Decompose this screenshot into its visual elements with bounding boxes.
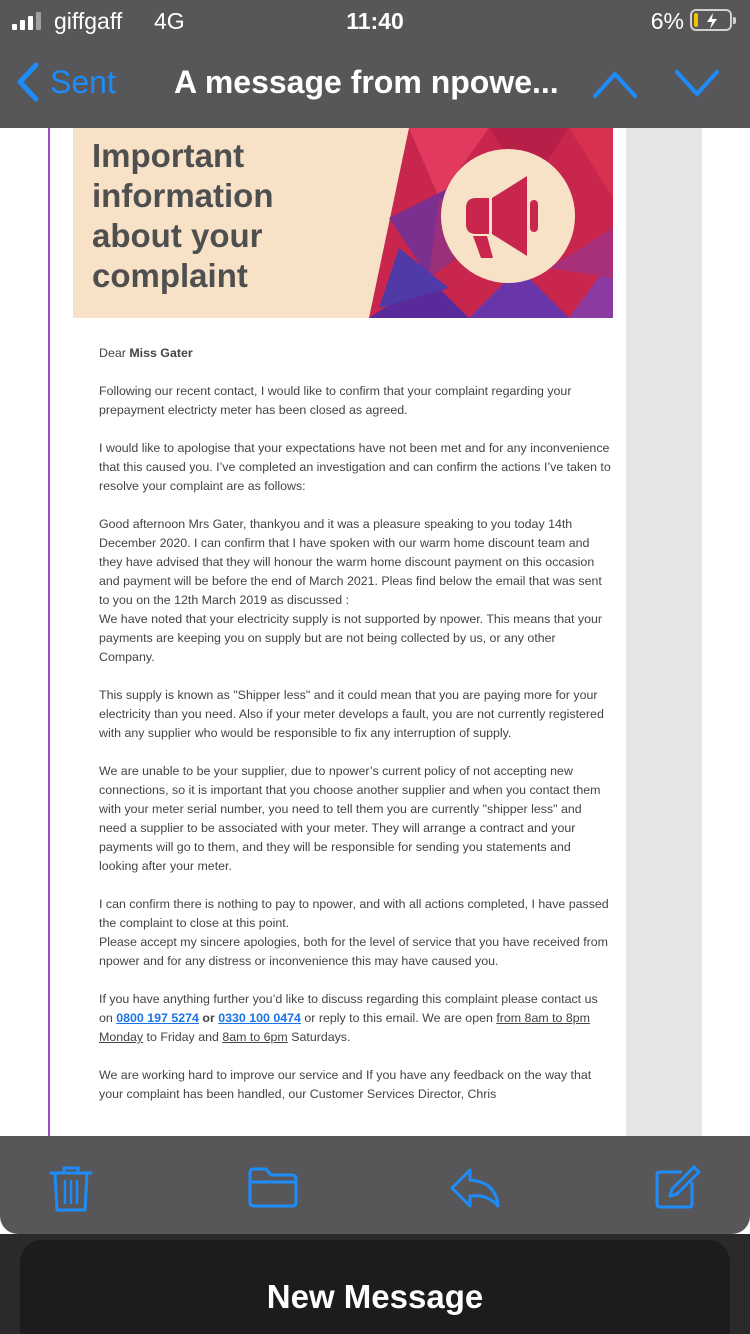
battery-icon bbox=[690, 9, 732, 31]
contact-paragraph: If you have anything further you’d like to discuss regarding this complaint please contact us on 0800 197 5274 or 0330 100 0474 or reply to this email. We are open from 8am to 8pm Monday to Friday and 8am to 6pm Saturdays. bbox=[99, 992, 598, 1044]
status-time: 11:40 bbox=[346, 8, 404, 34]
status-bar bbox=[0, 0, 750, 42]
next-message-button[interactable] bbox=[674, 66, 720, 107]
banner-heading bbox=[92, 136, 392, 296]
banner-line: complaint bbox=[92, 257, 248, 294]
email-banner bbox=[73, 128, 613, 318]
megaphone-icon bbox=[369, 128, 613, 318]
new-message-sheet[interactable] bbox=[20, 1240, 730, 1334]
banner-line: about your bbox=[92, 217, 263, 254]
chevron-down-icon bbox=[674, 66, 720, 102]
reply-icon bbox=[448, 1164, 502, 1210]
paragraph: I would like to apologise that your expectations have not been met and for any inconvenience that this caused you. I’ve completed an investigation and can confirm the actions I’ve taken to resolve your complaint are as follows: bbox=[99, 441, 611, 493]
trash-icon bbox=[48, 1164, 94, 1214]
email-side-margin bbox=[626, 128, 702, 1136]
banner-line: Important bbox=[92, 137, 245, 174]
hours-link-2[interactable]: 8am to 6pm bbox=[222, 1030, 288, 1044]
phone-link-2[interactable]: 0330 100 0474 bbox=[218, 1011, 301, 1025]
battery-percentage: 6% bbox=[650, 8, 684, 34]
message-subject: A message from npowe... bbox=[174, 64, 559, 100]
email-body[interactable] bbox=[0, 128, 750, 1136]
compose-button[interactable] bbox=[652, 1164, 702, 1217]
move-to-folder-button[interactable] bbox=[246, 1164, 300, 1215]
paragraph: Good afternoon Mrs Gater, thankyou and it was a pleasure speaking to you today 14th December 2020. I can confirm that I have spoken with our warm home discount team and they have advised that they will honour the warm home discount payment on this occasion and payment will be before the end of March 2021. Pleas find below the email that was sent to you on the 12th March 2019 as discussed : bbox=[99, 517, 602, 607]
paragraph: We are unable to be your supplier, due to npower’s current policy of not accepting new connections, so it is important that you choose another supplier and when you contact them with your meter serial number, you need to tell them you are currently "shipper less" and need a supplier to be associated with your meter. They will arrange a contract and your payments will go to them, and they will be responsible for sending you statements and looking after your meter. bbox=[99, 764, 601, 873]
paragraph: We have noted that your electricity supply is not supported by npower. This means that your payments are keeping you on supply but are not being collected by us, or any other Company. bbox=[99, 612, 603, 664]
paragraph: We are working hard to improve our service and If you have any feedback on the way that your complaint has been handled, our Customer Services Director, Chris bbox=[99, 1068, 592, 1101]
phone-link-1[interactable]: 0800 197 5274 bbox=[116, 1011, 199, 1025]
salutation: Dear Miss Gater bbox=[99, 346, 193, 360]
email-letter bbox=[99, 344, 611, 1123]
trash-button[interactable] bbox=[48, 1164, 94, 1219]
compose-icon bbox=[652, 1164, 702, 1212]
paragraph: Please accept my sincere apologies, both for the level of service that you have received from npower and for any distress or inconvenience this may have caused you. bbox=[99, 935, 608, 968]
new-message-title: New Message bbox=[266, 1278, 484, 1315]
paragraph: I can confirm there is nothing to pay to npower, and with all actions completed, I have passed the complaint to close at this point. bbox=[99, 897, 609, 930]
nav-bar bbox=[0, 42, 750, 128]
chevron-left-icon bbox=[16, 62, 40, 102]
reply-button[interactable] bbox=[448, 1164, 502, 1215]
bottom-toolbar bbox=[0, 1136, 750, 1234]
paragraph: Following our recent contact, I would like to confirm that your complaint regarding your prepayment electricty meter has been closed as agreed. bbox=[99, 384, 572, 417]
carrier-name: giffgaff bbox=[54, 8, 123, 34]
hours-link-1[interactable]: from 8am to 8pm Monday bbox=[99, 1011, 590, 1044]
banner-line: information bbox=[92, 177, 274, 214]
back-label: Sent bbox=[50, 63, 116, 100]
network-type: 4G bbox=[154, 8, 185, 34]
recipient-name: Miss Gater bbox=[129, 346, 193, 360]
chevron-up-icon bbox=[592, 66, 638, 102]
paragraph: This supply is known as "Shipper less" and it could mean that you are paying more for your electricity than you need. Also if your meter develops a fault, you are not currently registered with any supplier who would be responsible to fix any interruption of supply. bbox=[99, 688, 604, 740]
previous-message-button[interactable] bbox=[592, 66, 638, 107]
back-button[interactable] bbox=[16, 62, 116, 102]
folder-icon bbox=[246, 1164, 300, 1210]
quote-bar bbox=[48, 128, 50, 1136]
